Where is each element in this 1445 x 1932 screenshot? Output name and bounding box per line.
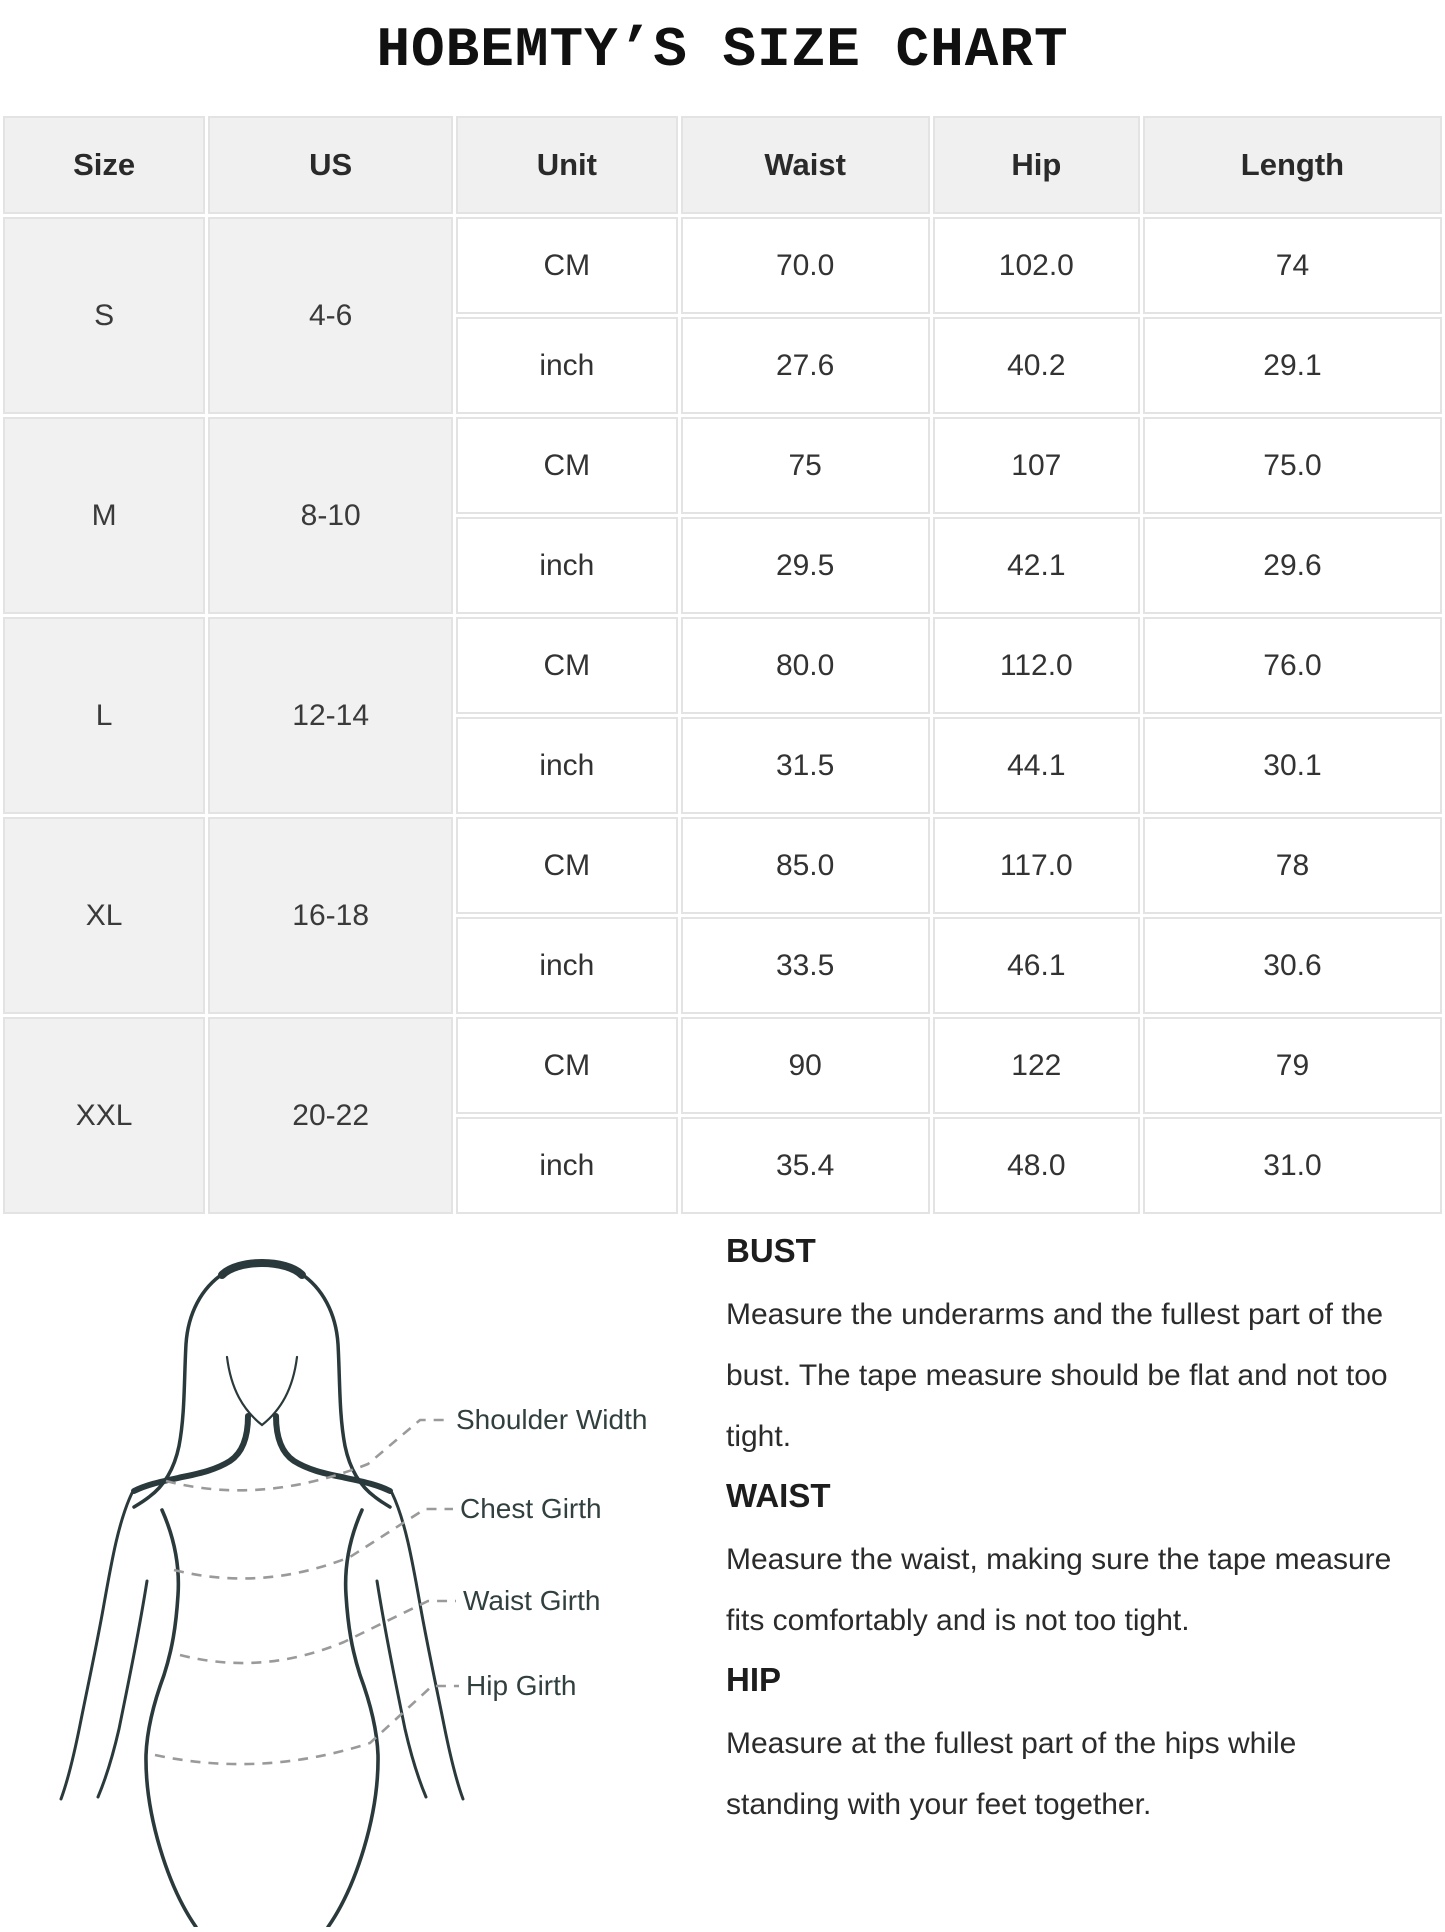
- hip-cell: 46.1: [933, 917, 1140, 1014]
- length-cell: 30.1: [1143, 717, 1442, 814]
- waist-cell: 35.4: [681, 1117, 930, 1214]
- unit-cell: CM: [456, 817, 677, 914]
- hip-cell: 48.0: [933, 1117, 1140, 1214]
- waist-heading: WAIST: [726, 1477, 831, 1514]
- unit-cell: inch: [456, 517, 677, 614]
- waist-cell: 80.0: [681, 617, 930, 714]
- hip-cell: 42.1: [933, 517, 1140, 614]
- waist-cell: 70.0: [681, 217, 930, 314]
- length-cell: 74: [1143, 217, 1442, 314]
- hip-heading: HIP: [726, 1661, 782, 1698]
- col-header-length: Length: [1143, 116, 1442, 214]
- shoulder-width-label: Shoulder Width: [456, 1404, 648, 1435]
- waist-cell: 29.5: [681, 517, 930, 614]
- length-cell: 75.0: [1143, 417, 1442, 514]
- shoulder-width-line: [166, 1420, 449, 1490]
- length-cell: 79: [1143, 1017, 1442, 1114]
- chest-girth-label: Chest Girth: [460, 1493, 602, 1524]
- unit-cell: CM: [456, 217, 677, 314]
- us-cell: 8-10: [208, 417, 453, 614]
- bust-instructions: Measure the underarms and the fullest part of the bust. The tape measure should be flat and not too tight.: [726, 1298, 1388, 1453]
- waist-girth-label: Waist Girth: [463, 1585, 601, 1616]
- length-cell: 31.0: [1143, 1117, 1442, 1214]
- unit-cell: inch: [456, 717, 677, 814]
- col-header-hip: Hip: [933, 116, 1140, 214]
- length-cell: 76.0: [1143, 617, 1442, 714]
- waist-cell: 85.0: [681, 817, 930, 914]
- us-cell: 16-18: [208, 817, 453, 1014]
- length-cell: 30.6: [1143, 917, 1442, 1014]
- body-silhouette: [0, 1219, 700, 1927]
- unit-cell: CM: [456, 417, 677, 514]
- waist-cell: 31.5: [681, 717, 930, 814]
- size-cell: XL: [3, 817, 205, 1014]
- unit-cell: CM: [456, 1017, 677, 1114]
- waist-cell: 33.5: [681, 917, 930, 1014]
- hip-cell: 40.2: [933, 317, 1140, 414]
- size-cell: M: [3, 417, 205, 614]
- size-cell: S: [3, 217, 205, 414]
- waist-section: [726, 1475, 1416, 1651]
- table-row: [3, 417, 1442, 514]
- chest-girth-line: [174, 1509, 453, 1578]
- hip-cell: 44.1: [933, 717, 1140, 814]
- waist-cell: 75: [681, 417, 930, 514]
- us-cell: 12-14: [208, 617, 453, 814]
- hip-cell: 107: [933, 417, 1140, 514]
- waist-cell: 27.6: [681, 317, 930, 414]
- waist-girth-line: [180, 1601, 456, 1663]
- measuring-guide: [726, 1230, 1416, 1843]
- col-header-size: Size: [3, 116, 205, 214]
- col-header-waist: Waist: [681, 116, 930, 214]
- hip-instructions: Measure at the fullest part of the hips while standing with your feet together.: [726, 1727, 1297, 1821]
- table-header-row: [3, 116, 1442, 214]
- col-header-unit: Unit: [456, 116, 677, 214]
- hip-cell: 112.0: [933, 617, 1140, 714]
- table-row: [3, 1017, 1442, 1114]
- length-cell: 29.1: [1143, 317, 1442, 414]
- hip-cell: 122: [933, 1017, 1140, 1114]
- hip-cell: 117.0: [933, 817, 1140, 914]
- unit-cell: inch: [456, 1117, 677, 1214]
- length-cell: 29.6: [1143, 517, 1442, 614]
- length-cell: 78: [1143, 817, 1442, 914]
- hip-girth-label: Hip Girth: [466, 1670, 577, 1701]
- measurement-figure: [0, 1219, 700, 1927]
- waist-instructions: Measure the waist, making sure the tape measure fits comfortably and is not too tight.: [726, 1543, 1392, 1637]
- unit-cell: inch: [456, 917, 677, 1014]
- col-header-us: US: [208, 116, 453, 214]
- hip-cell: 102.0: [933, 217, 1140, 314]
- table-row: [3, 817, 1442, 914]
- table-row: [3, 617, 1442, 714]
- size-cell: XXL: [3, 1017, 205, 1214]
- page-title: HOBEMTY’S SIZE CHART: [376, 18, 1069, 82]
- unit-cell: inch: [456, 317, 677, 414]
- us-cell: 20-22: [208, 1017, 453, 1214]
- us-cell: 4-6: [208, 217, 453, 414]
- bust-heading: BUST: [726, 1232, 816, 1269]
- unit-cell: CM: [456, 617, 677, 714]
- waist-cell: 90: [681, 1017, 930, 1114]
- bust-section: [726, 1230, 1416, 1467]
- size-table: [0, 113, 1445, 1217]
- size-cell: L: [3, 617, 205, 814]
- hip-section: [726, 1659, 1416, 1835]
- table-row: [3, 217, 1442, 314]
- hip-girth-line: [155, 1686, 459, 1764]
